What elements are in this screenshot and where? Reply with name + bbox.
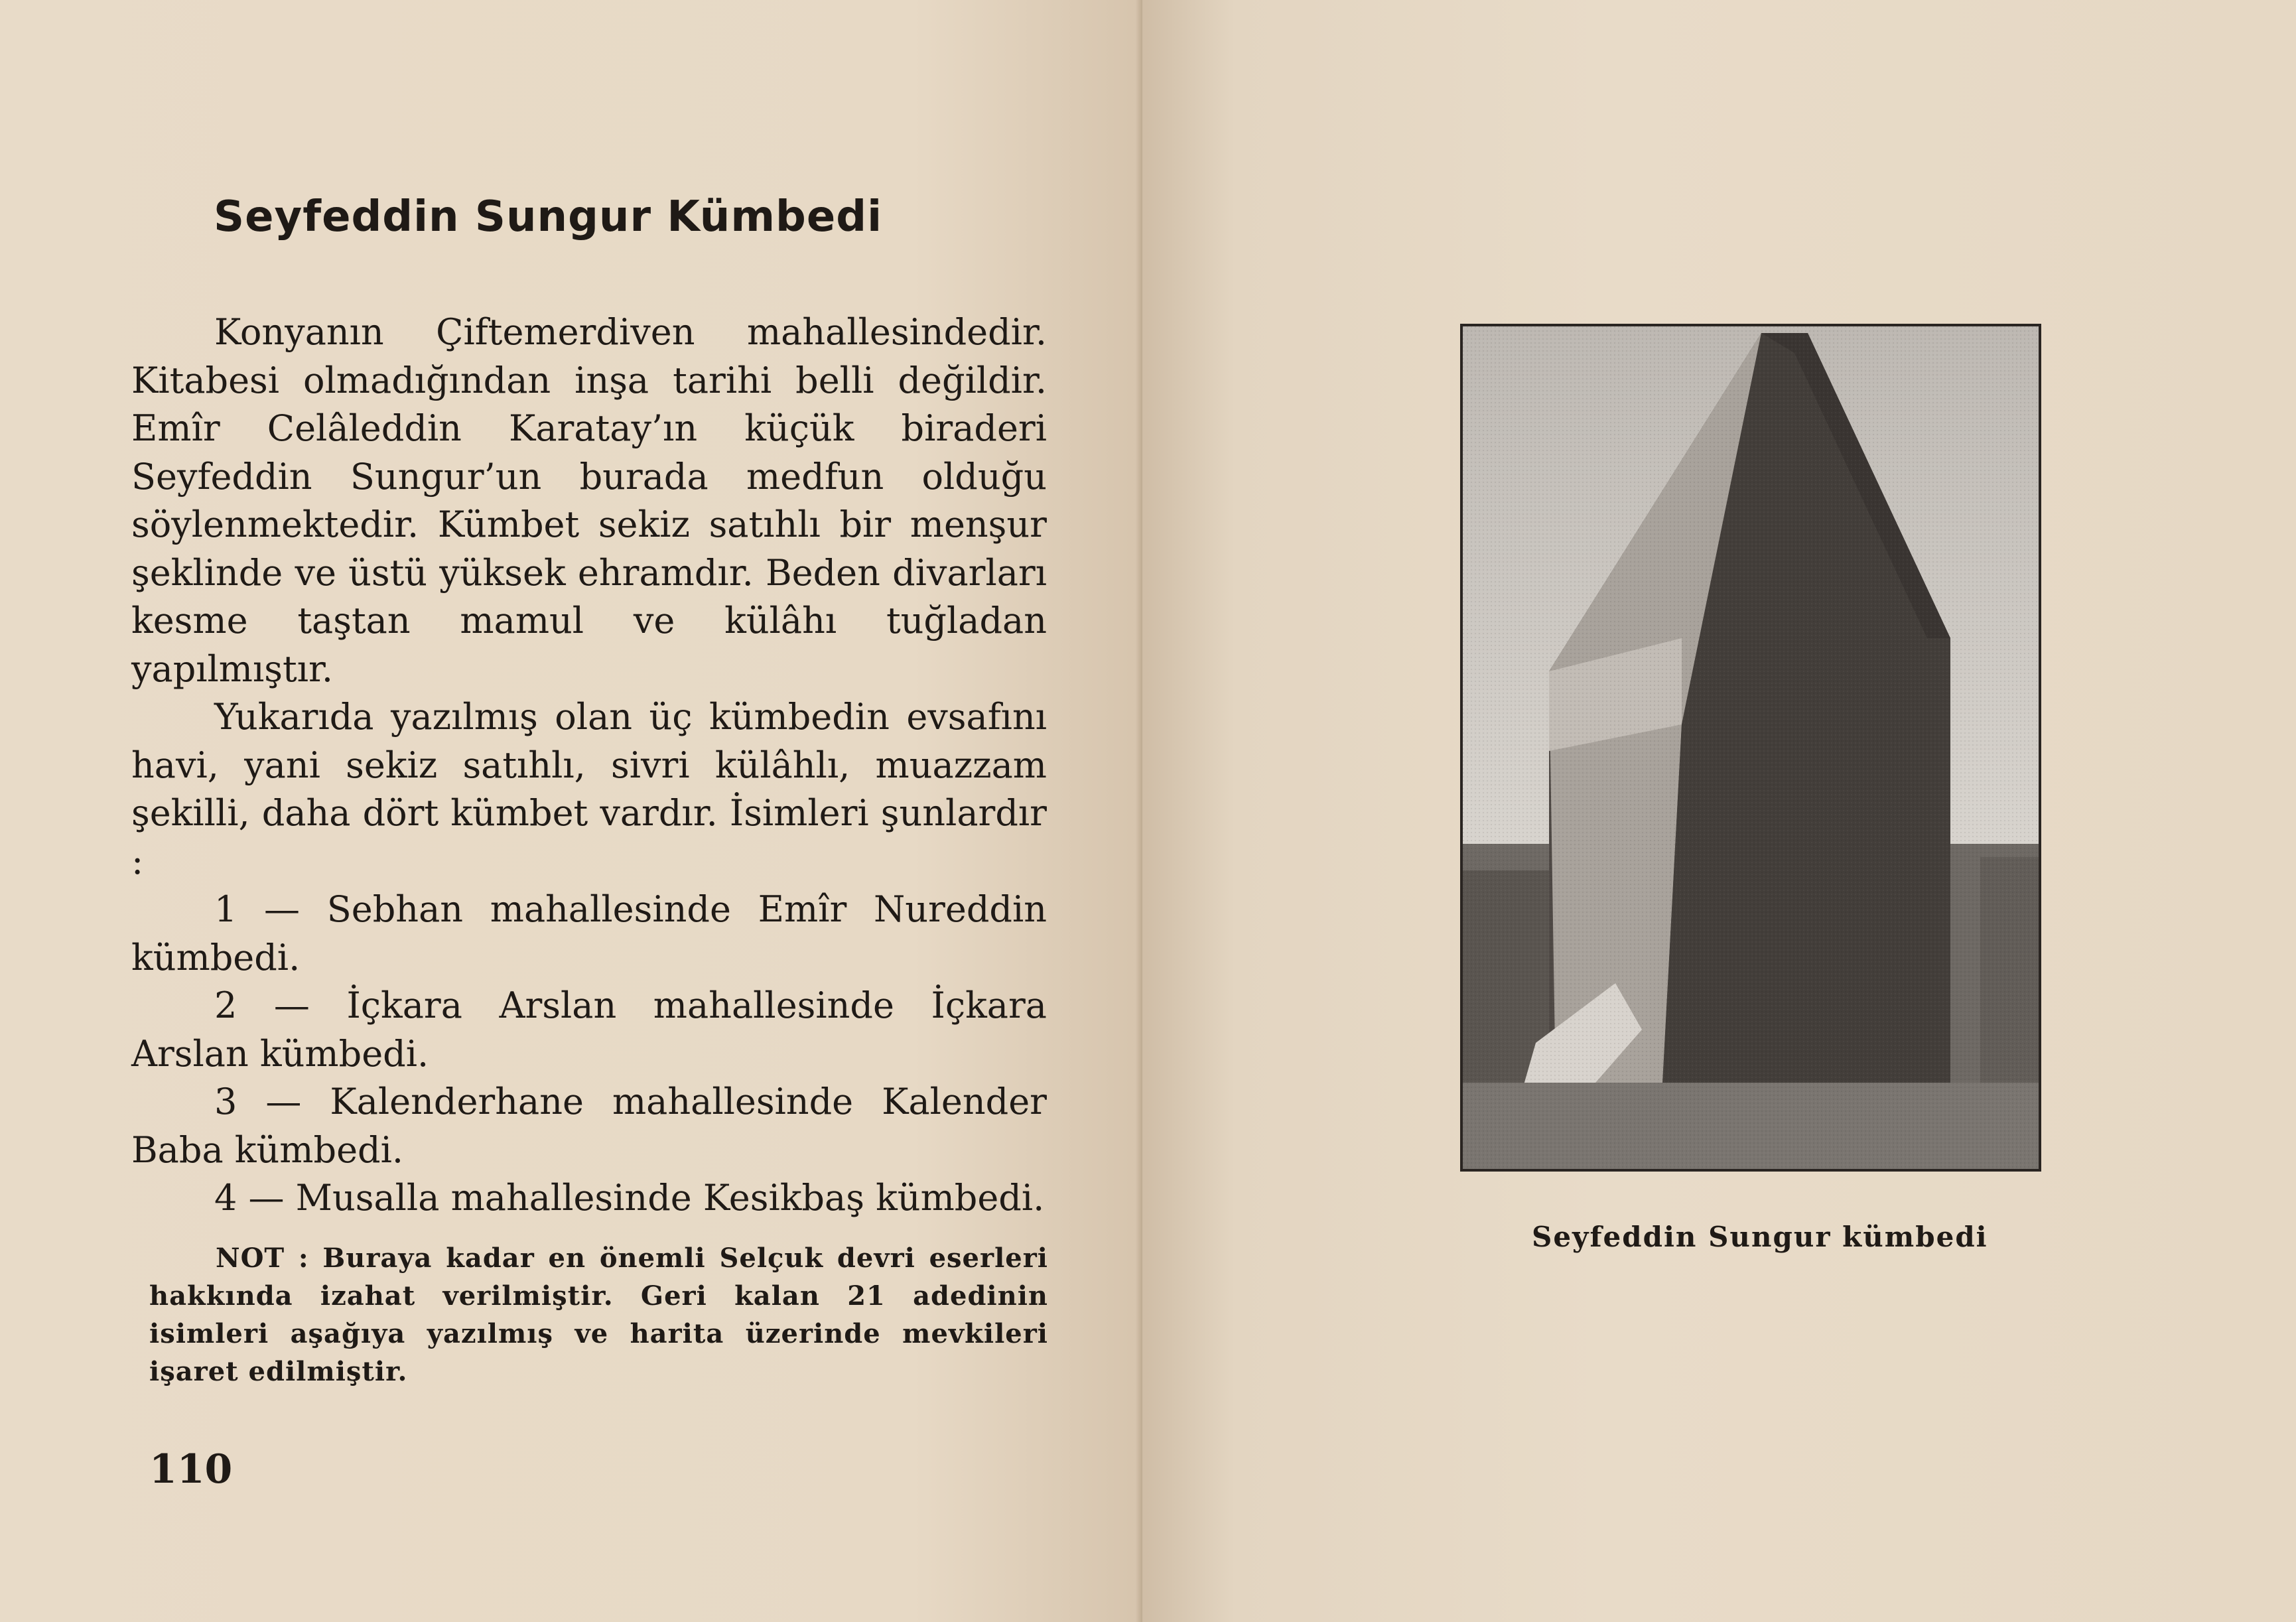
tomb-illustration (1463, 326, 2039, 1169)
page-number: 110 (149, 1446, 233, 1493)
paragraph: Yukarıda yazılmış olan üç kümbedin evsafını havi, yani sekiz satıhlı, sivri külâhlı, muazzam şekilli, daha dört kümbet vardır. İsimleri şunlardır : (131, 696, 1047, 882)
footnote (149, 1239, 1048, 1390)
list-item: 4 — Musalla mahallesinde Kesikbaş kümbedi. (214, 1177, 1045, 1219)
photo-caption: Seyfeddin Sungur kümbedi (1532, 1221, 1988, 1253)
body-text (131, 308, 1047, 1223)
footnote-text: NOT : Buraya kadar en önemli Selçuk devri eserleri hakkında izahat verilmiştir. Geri kalan 21 adedinin isimleri aşağıya yazılmış ve harita üzerinde mevkileri işaret edilmiştir. (149, 1243, 1048, 1387)
tomb-photograph (1460, 324, 2041, 1172)
paragraph: Konyanın Çiftemerdiven mahallesindedir. Kitabesi olmadığından inşa tarihi belli değildir. Emîr Celâleddin Karatay’ın küçük biraderi Seyfeddin Sungur’un burada medfun olduğu söylenmektedir. Kümbet sekiz satıhlı bir menşur şeklinde ve üstü yüksek ehramdır. Beden divarları kesme taştan mamul ve külâhı tuğladan yapılmıştır. (131, 311, 1047, 690)
list-item: 2 — İçkara Arslan mahallesinde İçkara Arslan kümbedi. (131, 984, 1047, 1075)
list-item: 3 — Kalenderhane mahallesinde Kalender Baba kümbedi. (131, 1081, 1047, 1171)
list-item: 1 — Sebhan mahallesinde Emîr Nureddin kümbedi. (131, 888, 1047, 979)
page-heading: Seyfeddin Sungur Kümbedi (214, 192, 882, 241)
left-page (0, 0, 1142, 1622)
